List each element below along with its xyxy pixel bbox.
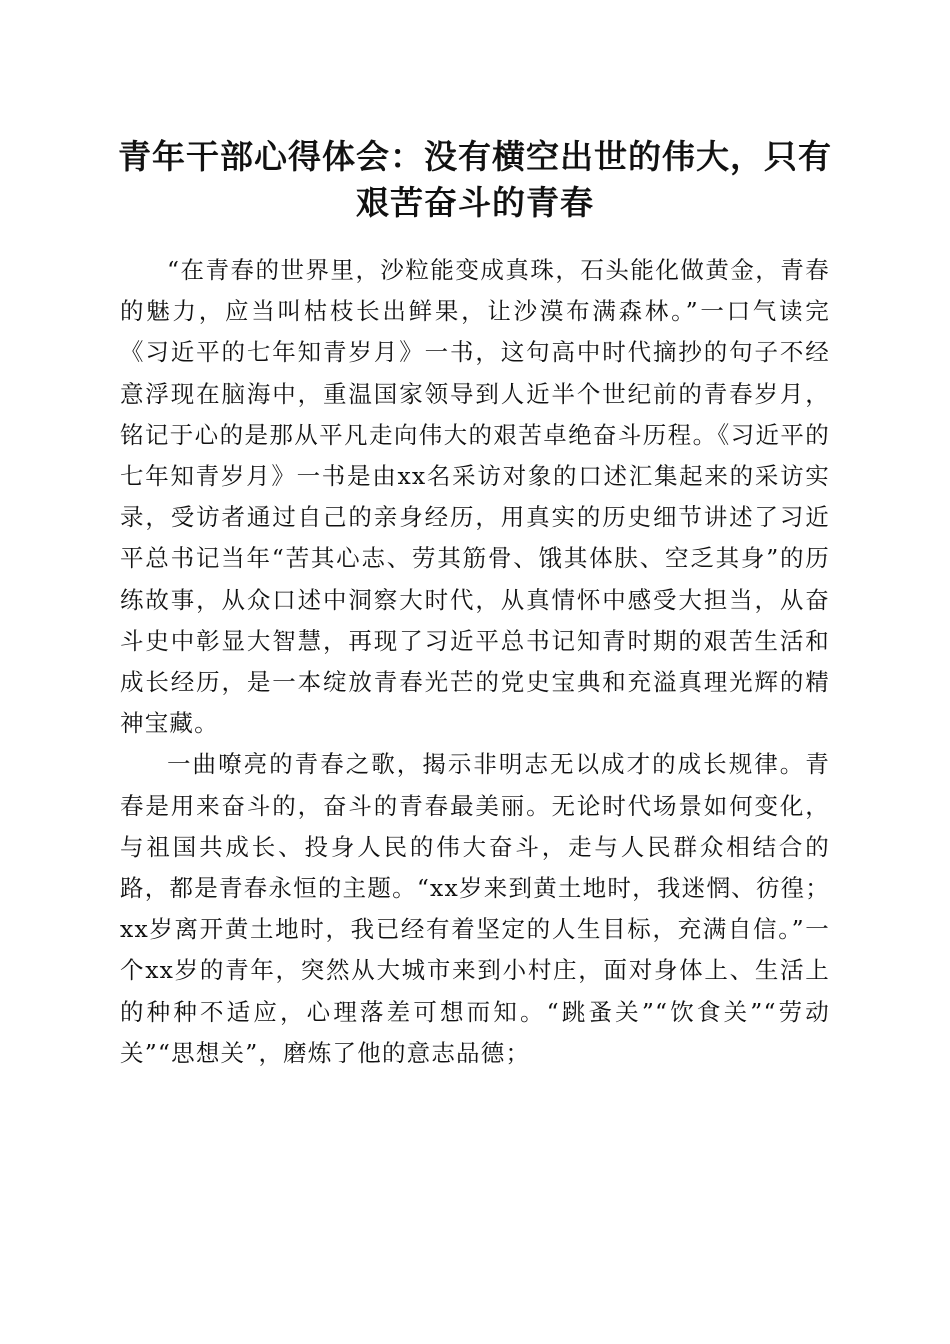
document-body <box>120 250 830 1074</box>
paragraph-2: 一曲嘹亮的青春之歌，揭示非明志无以成才的成长规律。青春是用来奋斗的，奋斗的青春最美丽。无论时代场景如何变化，与祖国共成长、投身人民的伟大奋斗，走与人民群众相结合的路，都是青春永恒的主题。“xx岁来到黄土地时，我迷惘、彷徨；xx岁离开黄土地时，我已经有着坚定的人生目标，充满自信。”一个xx岁的青年，突然从大城市来到小村庄，面对身体上、生活上的种种不适应，心理落差可想而知。“跳蚤关”“饮食关”“劳动关”“思想关”，磨炼了他的意志品德； <box>120 750 830 1067</box>
paragraph-1: “在青春的世界里，沙粒能变成真珠，石头能化做黄金，青春的魅力，应当叫枯枝长出鲜果，让沙漠布满森林。”一口气读完《习近平的七年知青岁月》一书，这句高中时代摘抄的句子不经意浮现在脑海中，重温国家领导到人近半个世纪前的青春岁月，铭记于心的是那从平凡走向伟大的艰苦卓绝奋斗历程。《习近平的七年知青岁月》一书是由xx名采访对象的口述汇集起来的采访实录，受访者通过自己的亲身经历，用真实的历史细节讲述了习近平总书记当年“苦其心志、劳其筋骨、饿其体肤、空乏其身”的历练故事，从众口述中洞察大时代，从真情怀中感受大担当，从奋斗史中彰显大智慧，再现了习近平总书记知青时期的艰苦生活和成长经历，是一本绽放青春光芒的党史宝典和充溢真理光辉的精神宝藏。 <box>120 256 830 738</box>
document-title: 青年干部心得体会：没有横空出世的伟大，只有艰苦奋斗的青春 <box>118 137 832 222</box>
